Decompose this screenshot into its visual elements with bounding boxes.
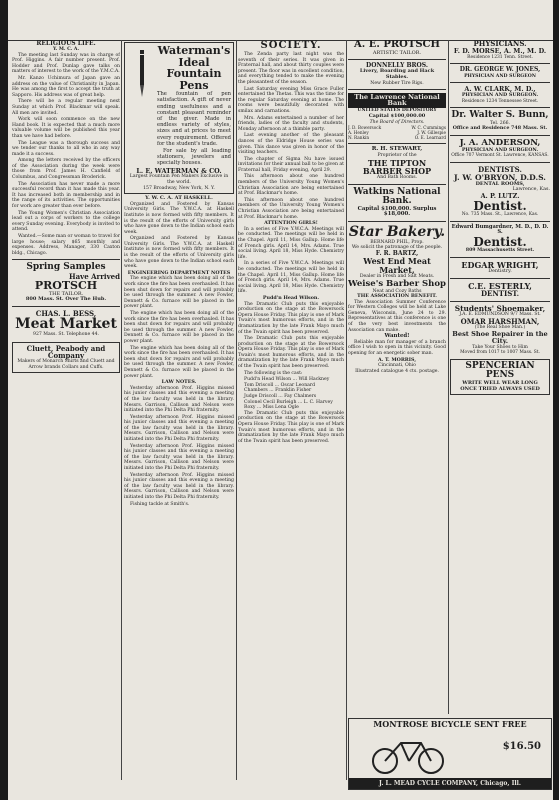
wright-name: EDGAR WRIGHT, bbox=[461, 260, 539, 270]
column-divider bbox=[448, 40, 449, 714]
best-shoe-sub: Take Your Shoes to Him bbox=[472, 344, 528, 350]
waterman-company: L. E. WATERMAN & CO. bbox=[136, 166, 222, 175]
society-text-6: This afternoon about one hundred members of the University Young Women's Christian Association are being entertained at Prof. Blackmar's home. bbox=[238, 174, 344, 197]
meat-market-heading: Meat Market bbox=[15, 316, 117, 333]
ymca-para-3: There will be a regular meeting next Sunday at which Prof. Blackmar will speak. All men are invited. bbox=[12, 99, 120, 116]
lutz-dentist: Dentist. bbox=[473, 198, 527, 213]
watkins-bank: Watkins National Bank. bbox=[353, 186, 441, 207]
harshman-name: OMAR HARSHMAN, bbox=[460, 317, 540, 327]
wanted-heading: Wanted! bbox=[384, 333, 410, 340]
donnelly-subheading: Livery, Boarding and Hack Stables. bbox=[359, 68, 435, 80]
column-divider bbox=[236, 40, 237, 780]
bunn-hours: Office and Residence 748 Mass. St. bbox=[452, 125, 548, 132]
attention-girls-text-2: In a series of Five Y.W.C.A. Meetings will be conducted. The meetings will be held in the Chapel. April 11, Miss Gallup. Home life of French girls. April 14, Mrs. Adams. True social living. April 18, Miss Hyde. Chemistry life. bbox=[238, 261, 344, 295]
director: O. E. Learnard bbox=[414, 135, 446, 141]
ymca-para-5: The League was a thorough success and we tender our thanks to all who in any way made it a success. bbox=[12, 140, 120, 157]
wright-sub: Dentistry. bbox=[488, 269, 512, 275]
spencerian-sub-2: ONCE TRIED ALWAYS USED bbox=[460, 385, 540, 392]
lutz-address: No. 735 Mass. St., Lawrence, Kas. bbox=[461, 212, 539, 218]
obryon-sub: DENTAL ROOMS, bbox=[475, 180, 525, 187]
cast-item: Chambers ... Franklin Fisher bbox=[244, 388, 312, 394]
donnelly-heading: DONNELLY BROS. bbox=[366, 62, 428, 70]
cast-item: Roxy ... Miss Lena Ogle bbox=[244, 405, 299, 411]
cluett-title: Cluett, Peabody and Company bbox=[26, 343, 106, 360]
morris-address: Cincinnati, Ohio bbox=[378, 363, 416, 369]
waterman-title: Waterman's Ideal Fountain Pens bbox=[157, 44, 231, 92]
society-text-1: The Zenda party last night was the seventh of their series. It was given in Fraternal hall, and about thirty couples were present. The floor was in excellent condition, and everything tended to make the evening the pleasantest of the season. bbox=[238, 52, 344, 85]
bunn-tel: Tel. 266. bbox=[489, 120, 511, 126]
tipton-sub: And Bath Rooms. bbox=[376, 175, 418, 181]
harshman-sub: (The Real Shoe Man.) bbox=[474, 325, 526, 331]
cast-title: The following is the cast: bbox=[244, 370, 303, 376]
montrose-bicycle-ad bbox=[348, 718, 552, 790]
watkins-capital: Capital $100,000. Surplus $18,000. bbox=[357, 205, 437, 218]
attention-girls-text: In a series of Five Y.W.C.A. Meetings will be conducted. The meetings will be held in the Chapel. April 11, Miss Gallup. Home life of French girls. April 14, Mrs. Adams. True social living. April 18, Miss Hyde. Chemistry life. bbox=[238, 226, 344, 260]
ywca-heading: Y. W. C. A. AT HASKELL. bbox=[145, 195, 213, 202]
ywca-text: Organized and Fostered by Kansas University Girls. The Y.W.C.A. at Haskell Institute is now formed with fifty members. It is the result of the efforts of University girls who have gone down to the Indian school each week. bbox=[124, 201, 234, 235]
column-divider bbox=[121, 40, 122, 780]
spencerian-title: SPENCERIAN PENS bbox=[465, 361, 535, 381]
director: J. D. Bowersock bbox=[348, 125, 382, 131]
society-heading: SOCIETY. bbox=[260, 40, 322, 51]
bike-title: MONTROSE BICYCLE SENT FREE bbox=[373, 719, 527, 729]
bank-sub: UNITED STATES DEPOSITORY bbox=[357, 108, 437, 114]
column-divider bbox=[346, 40, 347, 780]
ymca-para-8: The Young Women's Christian Association lead out a corps of workers to the college every Sunday evening. Everybody is invited to attend. bbox=[12, 210, 120, 233]
fountain-pen-icon bbox=[127, 49, 157, 99]
page-top-margin bbox=[8, 0, 553, 41]
wanted-ad: Wanted.—Some man or woman to travel for large house; salary $65 monthly and expenses. Address, Manager, 330 Caxton bldg., Chicago. bbox=[12, 234, 120, 256]
bike-footer: J. L. MEAD CYCLE COMPANY, Chicago, Ill. bbox=[349, 778, 551, 789]
best-shoe-address: Moved from 1017 to 1007 Mass. St. bbox=[460, 350, 540, 356]
weise-barber: Weise's Barber Shop bbox=[348, 278, 446, 289]
column-1 bbox=[12, 40, 120, 780]
lutz-name: A. P. LUTZ. bbox=[480, 192, 520, 200]
illus-catalogue: Illustrated catalogue 4 cts. postage. bbox=[355, 368, 439, 374]
cast-list bbox=[238, 377, 344, 411]
ymca-para-2: Mr. Kanzo Uchimura of Japan gave an address on the value of Christianity in Japan. He was among the first to accept the truth at Sapporo. His address was of great help. bbox=[12, 75, 120, 98]
weise-sub: Neat and Cozy Baths bbox=[372, 288, 422, 294]
cast-item: Judge Driscoll ... Fay Chalmers bbox=[244, 394, 317, 400]
waterman-company-sub: Largest Fountain Pen Makers Exclusive in the world. bbox=[129, 174, 229, 185]
newspaper-page bbox=[8, 0, 553, 800]
column-4 bbox=[348, 40, 446, 714]
clark-address: Residence 1234 Tennessee Street. bbox=[461, 98, 539, 104]
bumgardner-name: Edward Bumgardner, M. D., D. D. S. bbox=[451, 223, 549, 236]
board-title: The Board of Directors. bbox=[369, 119, 425, 125]
morris-name: A. T. MORRIS, bbox=[377, 356, 417, 363]
cluett-subtitle: Makers of Monarch Shirts and Cluett and Arrow brands Collars and Cuffs. bbox=[17, 359, 115, 370]
clark-sub: PHYSICIAN AND SURGEON. bbox=[461, 91, 539, 98]
spencerian-ad bbox=[450, 359, 550, 395]
ymca-para-4: Work will soon commence on the new Hand book. It is expected that a much more valuable volume will be published this year than we have had before. bbox=[12, 117, 120, 139]
anderson-address: Office 707 Vermont St. Lawrence, KANSAS. bbox=[451, 153, 549, 159]
society-text-4: Last evening another of the pleasant dances of the Eldridge House series was given. This dance was given in honor of the visiting teachers. bbox=[238, 133, 344, 156]
pudd-head-heading: Pudd'n Head Wilson. bbox=[262, 294, 320, 301]
obryon-address: Lawrence, Kas. bbox=[512, 187, 550, 193]
west-end-market: West End Meat Market, bbox=[363, 256, 431, 275]
ymca-para-6: Among the letters received by the officers of the Association during the week were those from Prof. James H. Canfield of Columbus, and Congressman Broderick. bbox=[12, 158, 120, 181]
protsch-heading: A. E. PROTSCH bbox=[354, 40, 440, 50]
society-text-6b: This afternoon about one hundred members of the University Young Women's Christian Association are being entertained at Prof. Blackmar's home. bbox=[238, 197, 344, 220]
stewart-name: R. H. STEWART, bbox=[371, 146, 423, 153]
esterly-sub: DENTIST. bbox=[480, 289, 520, 299]
star-text: We solicit the patronage of the people. bbox=[351, 245, 443, 251]
protsch-subheading: ARTISTIC TAILOR. bbox=[372, 49, 422, 56]
engineering-text-2: The engine which has been doing all of the work since the fire has been overhauled. It has been shut down for repairs and will probably be used through the summer. A new Fowler, Dennett & Co. furnace will be placed in the power plant. bbox=[124, 311, 234, 344]
bank-capital: Capital $100,000.00 bbox=[368, 112, 426, 119]
west-end-sub: Dealer in Fresh and Salt Meats. bbox=[359, 273, 435, 279]
morse-name: F. D. MORSE, A. M., M. D. bbox=[453, 47, 547, 55]
ymca-para-1: The meeting last Sunday was in charge of Prof. Higgins. A fair number present. Prof. Hodder and Prof. Dunlap gave talks on matters of interest to the work of the Y.M.C.A. bbox=[12, 52, 120, 75]
bicycle-icon bbox=[369, 735, 449, 775]
meat-market-address: 927 Mass. St. Telephone 44. bbox=[33, 331, 99, 337]
ywca-text-2: Organized and Fostered by Kansas University Girls. The Y.W.C.A. at Haskell Institute is now formed with fifty members. It is the result of the efforts of University girls who have gone down to the Indian school each week. bbox=[124, 236, 234, 270]
engineering-heading: ENGINEERING DEPARTMENT NOTES bbox=[127, 269, 231, 276]
protsch-name: PROTSCH bbox=[34, 279, 98, 293]
clark-name: A. W. CLARK, M. D., bbox=[464, 85, 536, 94]
bumgardner-dentist: Dentist. bbox=[473, 234, 527, 249]
cluett-ad bbox=[12, 342, 120, 374]
bunn-name: Dr. Walter S. Bunn, bbox=[451, 110, 549, 121]
edmundson-line: J.A. E. EDMUNDSON 9/7 Mass. St. bbox=[459, 312, 541, 318]
society-text-5: The chapter of Sigma Nu have issued invitations for their annual ball to be given at Fraternal hall, Friday evening, April 29. bbox=[238, 156, 344, 173]
spring-samples-heading: Spring Samples bbox=[26, 262, 106, 273]
ymca-subheading: Y. M. C. A. bbox=[52, 47, 80, 52]
spencerian-sub: WRITE WELL WEAR LONG bbox=[462, 379, 538, 386]
students-shoemaker: Students' Shoemaker, bbox=[454, 303, 546, 313]
law-notes-text-2: Yesterday afternoon Prof. Higgins missed his junior classes and this evening a meeting of the law faculty was held in the library. Messrs. Garrison, Callison and Nelson were initiated into the Phi Delta Phi fraternity. bbox=[124, 414, 234, 443]
obryon-name: J. W. O'BRYON, D.D.S. bbox=[454, 172, 546, 182]
society-text-3: Mrs. Adams entertained a number of her friends, ladies of the faculty and students, Monday afternoon at a thimble party. bbox=[238, 115, 344, 132]
bank-heading: The Lawrence National Bank bbox=[348, 93, 446, 108]
column-5 bbox=[450, 40, 550, 714]
bartz-name: F. R. BARTZ, bbox=[375, 249, 419, 257]
esterly-name: C.E. ESTERLY, bbox=[468, 280, 532, 291]
cast-item: Tom Driscoll ... Oscar Leonard bbox=[244, 382, 316, 388]
cast-item: Colonel Cecil Burleigh ... L. C. Harvey bbox=[244, 399, 333, 405]
director: J. W. Gillespie bbox=[417, 130, 446, 136]
stewart-sub: Proprietor of the bbox=[377, 153, 417, 158]
attention-girls-heading: ATTENTION GIRLS! bbox=[264, 220, 318, 227]
anderson-name: J. A. ANDERSON, bbox=[459, 137, 541, 148]
star-bakery: Star Bakery. bbox=[348, 224, 446, 241]
bumgardner-address: 809 Massachusetts Street. bbox=[465, 248, 535, 254]
waterman-ad bbox=[124, 42, 234, 194]
physicians-heading: PHYSICIANS. bbox=[473, 40, 527, 48]
tailor-label: THE TAILOR. bbox=[48, 290, 84, 297]
waterman-address: 157 Broadway, New York, N. Y. bbox=[143, 185, 215, 191]
law-notes-text-4: Yesterday afternoon Prof. Higgins missed his junior classes and this evening a meeting of the law faculty was held in the library. Messrs. Garrison, Callison and Nelson were initiated into the Phi Delta Phi fraternity. bbox=[124, 472, 234, 500]
assoc-text: The Association Summer Conference for Western Colleges will be held at Lake Geneva, Wisconsin, June 24 to 29. Representatives at this conference is one of the very best investments the Association can make. bbox=[348, 299, 446, 333]
tailor-address: 800 Mass. St. Over The Hub. bbox=[25, 296, 107, 303]
waterman-description: The fountain of pen satisfaction. A gift of never ending usefulness and a constant pleasant reminder of the giver. Made in endless variety of styles, sizes and at prices to meet every requirement. Offered for the student's trade. bbox=[157, 91, 231, 147]
pudd-head-text-2: The Dramatic Club puts this enjoyable production on the stage at the Bowersock Opera House Friday. This play is one of Mark Twain's most humorous efforts, and in the dramatization by the late Frank Mayo much of the Twain spirit has been preserved. bbox=[238, 336, 344, 370]
have-arrived: Have Arrived bbox=[69, 271, 120, 281]
cast-item: Pudd'n Head Wilson ... Will Hackney bbox=[244, 377, 330, 383]
morse-text: Residence 1231 Tenn. Street. bbox=[467, 54, 533, 60]
dentists-heading: DENTISTS. bbox=[478, 164, 522, 174]
pudd-head-text: The Dramatic Club puts this enjoyable production on the stage at the Bowersock Opera House Friday. This play is one of Mark Twain's most humorous efforts, and in the dramatization by the late Frank Mayo much of the Twain spirit has been preserved. bbox=[238, 301, 344, 335]
jones-sub: PHYSICIAN AND SURGEON bbox=[464, 73, 536, 79]
fishing-tackle-line: Fishing tackle at Smith's. bbox=[130, 501, 190, 507]
society-text-2: Last Saturday evening Miss Grace Fuller entertained the Thetas. This was the time for the regular Saturday evening at home. The rooms were beautifully decorated with smilax and carnations. bbox=[238, 86, 344, 114]
law-notes-text: Yesterday afternoon Prof. Higgins missed his junior classes and this evening a meeting of the law faculty was held in the library. Messrs. Garrison, Callison and Nelson were initiated into the Phi Delta Phi fraternity. bbox=[124, 385, 234, 414]
column-3 bbox=[238, 40, 344, 780]
donnelly-line: New Rubber Tire Rigs. bbox=[370, 80, 424, 86]
tipton-barber: THE TIPTON BARBER SHOP bbox=[362, 157, 432, 176]
column-2 bbox=[124, 40, 234, 780]
wanted-text: Reliable man for manager of a branch office I wish to open in this vicinity. Good opening for an energetic sober man. bbox=[348, 339, 446, 357]
waterman-sale: For sale by all leading stationers, jewelers and specialty houses. bbox=[157, 148, 231, 167]
star-sub: BERNARD PHIL, Prop. bbox=[370, 239, 424, 245]
assoc-heading: THE ASSOCIATION BENEFIT. bbox=[357, 293, 437, 300]
bike-price: $16.50 bbox=[502, 741, 541, 752]
director: A. Henley bbox=[348, 130, 369, 136]
best-shoe: Best Shoe Repairer in the City. bbox=[452, 330, 548, 345]
engineering-text: The engine which has been doing all of the work since the fire has been overhauled. It has been shut down for repairs and will probably be used through the summer. A new Fowler, Dennett & Co. furnace will be placed in the power plant. bbox=[124, 276, 234, 310]
bess-name: CHAS. L. BESS, bbox=[35, 308, 97, 318]
law-notes-heading: LAW NOTES. bbox=[161, 379, 197, 386]
engineering-text-3: The engine which has been doing all of the work since the fire has been overhauled. It has been shut down for repairs and will probably be used through the summer. A new Fowler, Dennett & Co. furnace will be placed in the power plant. bbox=[124, 345, 234, 379]
law-notes-text-3: Yesterday afternoon Prof. Higgins missed his junior classes and this evening a meeting of the law faculty was held in the library. Messrs. Garrison, Callison and Nelson were initiated into the Phi Delta Phi fraternity. bbox=[124, 443, 234, 472]
anderson-sub: PHYSICIAN AND SURGEON. bbox=[461, 146, 539, 153]
director: W. C. Cummings bbox=[411, 125, 446, 131]
religious-life-heading: RELIGIOUS LIFE. bbox=[36, 40, 96, 47]
director: N. Rankin bbox=[348, 135, 370, 141]
jones-name: DR. GEORGE W. JONES, bbox=[459, 66, 541, 74]
ymca-para-7: The Association has never made a more successful record than it has made this year. It has increased both in membership and in the range of its activities. The opportunities for work are greater than ever before. bbox=[12, 181, 120, 210]
pudd-head-text-3: The Dramatic Club puts this enjoyable production on the stage at the Bowersock Opera House Friday. This play is one of Mark Twain's most humorous efforts, and in the dramatization by the late Frank Mayo much of the Twain spirit has been preserved. bbox=[238, 410, 344, 444]
